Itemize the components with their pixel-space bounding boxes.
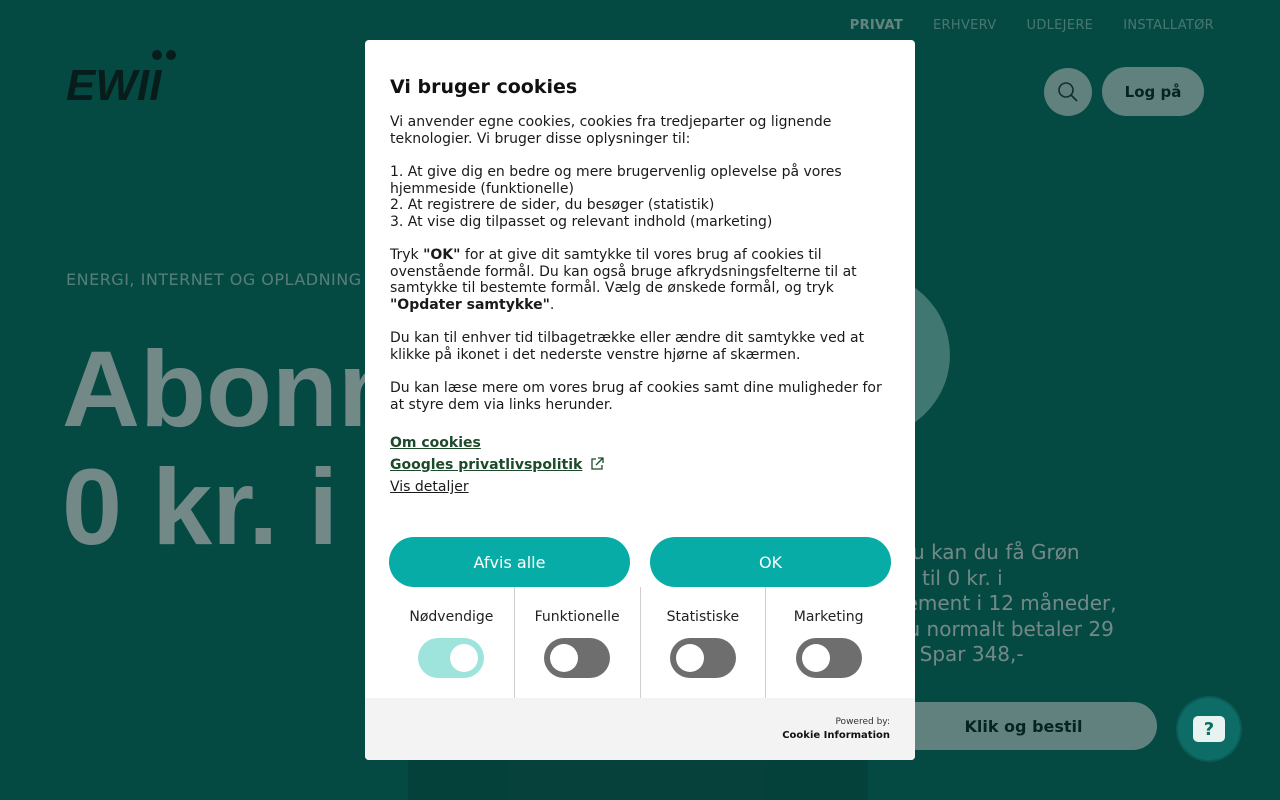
toggle-statistics: Statistiske — [641, 587, 767, 698]
purpose-item: 1. At give dig en bedre og mere brugervenlig oplevelse på vores hjemmeside (funktionelle) — [390, 164, 842, 197]
cookie-withdraw-text: Du kan til enhver tid tilbagetrække eller ændre dit samtykke ved at klikke på ikonet i det nederste venstre hjørne af skærmen. — [390, 330, 865, 363]
marketing-switch[interactable] — [796, 638, 862, 678]
consent-toggles — [389, 587, 891, 698]
statistics-switch[interactable] — [670, 638, 736, 678]
functional-switch[interactable] — [544, 638, 610, 678]
toggle-necessary: Nødvendige — [389, 587, 515, 698]
purpose-item: 2. At registrere de sider, du besøger (statistik) — [390, 197, 715, 213]
cookie-readmore-text: Du kan læse mere om vores brug af cookies samt dine muligheder for at styre dem via links herunder. — [390, 380, 882, 413]
reject-all-button[interactable]: Afvis alle — [389, 537, 630, 587]
external-link-icon — [590, 457, 604, 471]
google-privacy-link[interactable]: Googles privatlivspolitik — [390, 457, 604, 473]
necessary-switch[interactable] — [418, 638, 484, 678]
help-icon: ? — [1193, 716, 1225, 742]
toggle-marketing: Marketing — [766, 587, 891, 698]
powered-by[interactable]: Powered by: Cookie Information — [782, 717, 890, 741]
cookie-consent-text: Tryk "OK" for at give dit samtykke til vores brug af cookies til ovenstående formål. Du kan også bruge afkrydsningsfelterne til at samtykke til bestemte formål. Vælg de ønskede formål, og tryk "Opdater samtykke". — [390, 247, 857, 313]
cookie-consent-dialog — [365, 40, 915, 760]
purpose-item: 3. At vise dig tilpasset og relevant indhold (marketing) — [390, 213, 773, 230]
cookie-links — [390, 435, 604, 495]
show-details-link[interactable]: Vis detaljer — [390, 479, 469, 495]
toggle-functional: Funktionelle — [515, 587, 641, 698]
ok-button[interactable]: OK — [650, 537, 891, 587]
cookie-dialog-footer — [365, 698, 915, 760]
about-cookies-link[interactable]: Om cookies — [390, 435, 481, 451]
help-chat-button[interactable] — [1178, 698, 1240, 760]
cookie-dialog-title: Vi bruger cookies — [390, 76, 578, 98]
cookie-purposes — [390, 164, 890, 230]
cookie-dialog-body — [390, 114, 890, 430]
cookie-intro: Vi anvender egne cookies, cookies fra tredjeparter og lignende teknologier. Vi bruger disse oplysninger til: — [390, 114, 832, 147]
